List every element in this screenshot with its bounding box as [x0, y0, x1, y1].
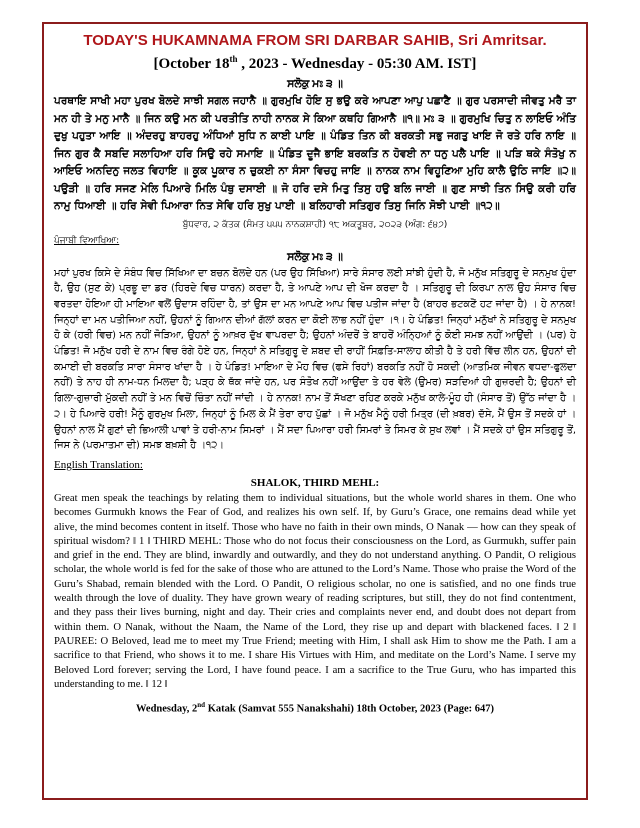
page-title: [54, 32, 576, 49]
punjabi-heading: ਸਲੋਕੁ ਮਃ ੩ ॥: [287, 250, 343, 263]
gurbani-date-meta: ਬੁੱਧਵਾਰ, ੨ ਕੱਤਕ (ਸੰਮਤ ੫੫੫ ਨਾਨਕਸ਼ਾਹੀ) ੧੮ ਅਕਤੂਬਰ, ੨੦੨੩ (ਅੰਗ: ੬੪੭): [182, 219, 448, 230]
footer-prefix: Wednesday, 2: [135, 703, 198, 715]
english-text: Great men speak the teachings by relating them to individual situations, but the whole world shares in them. One who becomes Gurmukh knows the Fear of God, and realizes his own self. If, by Guru’s Grace, one remains dead while yet alive, the mind becomes content in itself. Those who have no faith in their own minds, O Nanak — how can they speak of spiritual wisdom? ‖ 1 ‖ THIRD MEHL: Those who do not focus their consciousness on the Lord, as Gurmukh, suffer pain and grief in the end. They are blind, inwardly and outwardly, and they do not understand anything. O Pandit, O religious scholar, the whole world is fed for the sake of those who are attuned to the Lord’s Name. Those who praise the Word of the Guru’s Shabad, remain blended with the Lord. O Pandit, O religious scholar, no one is satisfied, and no one finds true wealth through the love of duality. They have grown weary of reading scriptures, but still, they do not find contentment, and they pass their lives burning, night and day. Their cries and complaints never end, and doubt does not depart from within them. O Nanak, without the Naam, the Name of the Lord, they rise up and depart with blackened faces. ‖ 2 ‖ PAUREE: O Beloved, lead me to meet my True Friend; meeting with Him, I shall ask Him to show me the Path. I am a sacrifice to that Friend, who shows it to me. I share His Virtues with Him, and meditate on the Lord’s Name. I serve my Beloved Lord forever; serving the Lord, I have found peace. I am a sacrifice to the True Guru, who has imparted this understanding to me. ‖ 12 ‖: [54, 492, 576, 690]
title-place: , Sri Amritsar.: [449, 32, 547, 49]
punjabi-text: ਮਹਾਂ ਪੁਰਖ ਕਿਸੇ ਦੇ ਸੰਬੰਧ ਵਿਚ ਸਿੱਖਿਆ ਦਾ ਬਚਨ ਬੋਲਦੇ ਹਨ (ਪਰ ਉਹ ਸਿੱਖਿਆ) ਸਾਰੇ ਸੰਸਾਰ ਲਈ ਸਾਂਝੀ ਹੁੰਦੀ ਹੈ, ਜੋ ਮਨੁੱਖ ਸਤਿਗੁਰੂ ਦੇ ਸਨਮੁਖ ਹੁੰਦਾ ਹੈ, ਉਹ (ਸੁਣ ਕੇ) ਪ੍ਰਭੂ ਦਾ ਡਰ (ਹਿਰਦੇ ਵਿਚ ਧਾਰਨ) ਕਰਦਾ ਹੈ, ਤੇ ਆਪਣੇ ਆਪ ਦੀ ਖੋਜ ਕਰਦਾ ਹੈ । ਸਤਿਗੁਰੂ ਦੀ ਕਿਰਪਾ ਨਾਲ ਉਹ ਸੰਸਾਰ ਵਿਚ ਵਰਤਦਾ ਹੋਇਆ ਹੀ ਮਾਇਆ ਵਲੋਂ ਉਦਾਸ ਰਹਿੰਦਾ ਹੈ, ਤਾਂ ਉਸ ਦਾ ਮਨ ਆਪਣੇ ਆਪ ਵਿਚ ਪਤੀਜ ਜਾਂਦਾ ਹੈ (ਬਾਹਰ ਭਟਕਣੋਂ ਹਟ ਜਾਂਦਾ ਹੈ) । ਹੇ ਨਾਨਕ! ਜਿਨ੍ਹਾਂ ਦਾ ਮਨ ਪਤੀਜਿਆ ਨਹੀਂ, ਉਹਨਾਂ ਨੂੰ ਗਿਆਨ ਦੀਆਂ ਗੱਲਾਂ ਕਰਨ ਦਾ ਕੋਈ ਲਾਭ ਨਹੀਂ ਹੁੰਦਾ ।੧। ਹੇ ਪੰਡਿਤ! ਜਿਨ੍ਹਾਂ ਮਨੁੱਖਾਂ ਨੇ ਸਤਿਗੁਰੂ ਦੇ ਸਨਮੁਖ ਹੋ ਕੇ (ਹਰੀ ਵਿਚ) ਮਨ ਨਹੀਂ ਜੋੜਿਆ, ਉਹਨਾਂ ਨੂੰ ਆਖ਼ਰ ਦੁੱਖ ਵਾਪਰਦਾ ਹੈ; ਉਹਨਾਂ ਅੰਦਰੋਂ ਤੇ ਬਾਹਰੋਂ ਅੰਨ੍ਹਿਆਂ ਨੂੰ ਕੋਈ ਸਮਝ ਨਹੀਂ ਆਉਂਦੀ । (ਪਰ) ਹੇ ਪੰਡਿਤ! ਜੋ ਮਨੁੱਖ ਹਰੀ ਦੇ ਨਾਮ ਵਿਚ ਰੰਗੇ ਹੋਏ ਹਨ, ਜਿਨ੍ਹਾਂ ਨੇ ਸਤਿਗੁਰੂ ਦੇ ਸ਼ਬਦ ਦੀ ਰਾਹੀਂ ਸਿਫ਼ਤਿ-ਸਾਲਾਹ ਕੀਤੀ ਹੈ ਤੇ ਹਰੀ ਵਿੱਚ ਲੀਨ ਹਨ, ਉਹਨਾਂ ਦੀ ਕਮਾਈ ਦੀ ਬਰਕਤਿ ਸਾਰਾ ਸੰਸਾਰ ਖਾਂਦਾ ਹੈ । ਹੇ ਪੰਡਿਤ! ਮਾਇਆ ਦੇ ਮੋਹ ਵਿਚ (ਫਸੇ ਰਿਹਾਂ) ਬਰਕਤਿ ਨਹੀਂ ਹੋ ਸਕਦੀ (ਆਤਮਿਕ ਜੀਵਨ ਵਧਦਾ-ਫੁਲਦਾ ਨਹੀਂ) ਤੇ ਨਾਹ ਹੀ ਨਾਮ-ਧਨ ਮਿਲਦਾ ਹੈ; ਪੜ੍ਹ ਕੇ ਥੱਕ ਜਾਂਦੇ ਹਨ, ਪਰ ਸੰਤੋਖ ਨਹੀਂ ਆਉਂਦਾ ਤੇ ਹਰ ਵੇਲੇ (ਉਮਰ) ਸੜਦਿਆਂ ਹੀ ਗੁਜ਼ਰਦੀ ਹੈ; ਉਹਨਾਂ ਦੀ ਗਿਲਾ-ਗੁਜ਼ਾਰੀ ਮੁੱਕਦੀ ਨਹੀਂ ਤੇ ਮਨ ਵਿਚੋਂ ਚਿੰਤਾ ਨਹੀਂ ਜਾਂਦੀ । ਹੇ ਨਾਨਕ! ਨਾਮ ਤੋਂ ਸੱਖਣਾ ਰਹਿਣ ਕਰਕੇ ਮਨੁੱਖ ਕਾਲੇ-ਮੂੰਹ ਹੀ (ਸੰਸਾਰ ਤੋਂ) ਉੱਠ ਜਾਂਦਾ ਹੈ ।੨। ਹੇ ਪਿਆਰੇ ਹਰੀ! ਮੈਨੂੰ ਗੁਰਮੁਖ ਮਿਲਾ, ਜਿਨ੍ਹਾਂ ਨੂੰ ਮਿਲ ਕੇ ਮੈਂ ਤੇਰਾ ਰਾਹ ਪੁੱਛਾਂ । ਜੋ ਮਨੁੱਖ ਮੈਨੂੰ ਹਰੀ ਮਿਤ੍ਰ (ਦੀ ਖ਼ਬਰ) ਦੱਸੇ, ਮੈਂ ਉਸ ਤੋਂ ਸਦਕੇ ਹਾਂ । ਉਹਨਾਂ ਨਾਲ ਮੈਂ ਗੁਣਾਂ ਦੀ ਭਿਆਲੀ ਪਾਵਾਂ ਤੇ ਹਰੀ-ਨਾਮ ਸਿਮਰਾਂ । ਮੈਂ ਸਦਾ ਪਿਆਰਾ ਹਰੀ ਸਿਮਰਾਂ ਤੇ ਸਿਮਰ ਕੇ ਸੁਖ ਲਵਾਂ । ਮੈਂ ਸਦਕੇ ਹਾਂ ਉਸ ਸਤਿਗੁਰੂ ਤੋਂ, ਜਿਸ ਨੇ (ਪਰਮਾਤਮਾ ਦੀ) ਸਮਝ ਬਖ਼ਸ਼ੀ ਹੈ ।੧੨।: [54, 267, 576, 452]
english-label: English Translation:: [54, 458, 143, 471]
page-footer: [54, 698, 576, 717]
gurbani-heading: ਸਲੋਕੁ ਮਃ ੩ ॥: [287, 78, 343, 90]
footer-sup: nd: [197, 701, 206, 710]
footer-suffix: Katak (Samvat 555 Nanakshahi) 18th October, 2023 (Page: 647): [205, 703, 495, 715]
hukamnama-page: [42, 22, 588, 800]
page-date: [54, 50, 576, 73]
title-main: TODAY'S HUKAMNAMA FROM SRI DARBAR SAHIB: [83, 32, 450, 49]
date-sup: th: [229, 54, 238, 64]
date-prefix: [October 18: [153, 56, 230, 72]
gurbani-text: ਪਰਥਾਇ ਸਾਖੀ ਮਹਾ ਪੁਰਖ ਬੋਲਦੇ ਸਾਝੀ ਸਗਲ ਜਹਾਨੈ ॥ ਗੁਰਮੁਖਿ ਹੋਇ ਸੁ ਭਉ ਕਰੇ ਆਪਣਾ ਆਪੁ ਪਛਾਣੈ ॥ ਗੁਰ ਪਰਸਾਦੀ ਜੀਵਤੁ ਮਰੈ ਤਾ ਮਨ ਹੀ ਤੇ ਮਨੁ ਮਾਨੈ ॥ ਜਿਨ ਕਉ ਮਨ ਕੀ ਪਰਤੀਤਿ ਨਾਹੀ ਨਾਨਕ ਸੇ ਕਿਆ ਕਥਹਿ ਗਿਆਨੈ ॥੧॥ ਮਃ ੩ ॥ ਗੁਰਮੁਖਿ ਚਿਤੁ ਨ ਲਾਇਓ ਅੰਤਿ ਦੁਖੁ ਪਹੁਤਾ ਆਇ ॥ ਅੰਦਰਹੁ ਬਾਹਰਹੁ ਅੰਧਿਆਂ ਸੁਧਿ ਨ ਕਾਈ ਪਾਇ ॥ ਪੰਡਿਤ ਤਿਨ ਕੀ ਬਰਕਤੀ ਸਭੁ ਜਗਤੁ ਖਾਇ ਜੋ ਰਤੇ ਹਰਿ ਨਾਇ ॥ ਜਿਨ ਗੁਰ ਕੈ ਸਬਦਿ ਸਲਾਹਿਆ ਹਰਿ ਸਿਉ ਰਹੇ ਸਮਾਇ ॥ ਪੰਡਿਤ ਦੂਜੈ ਭਾਇ ਬਰਕਤਿ ਨ ਹੋਵਈ ਨਾ ਧਨੁ ਪਲੈ ਪਾਇ ॥ ਪੜਿ ਥਕੇ ਸੰਤੋਖੁ ਨ ਆਇਓ ਅਨਦਿਨੁ ਜਲਤ ਵਿਹਾਇ ॥ ਕੂਕ ਪੂਕਾਰ ਨ ਚੁਕਈ ਨਾ ਸੰਸਾ ਵਿਚਹੁ ਜਾਇ ॥ ਨਾਨਕ ਨਾਮ ਵਿਹੂਣਿਆ ਮੁਹਿ ਕਾਲੈ ਉਠਿ ਜਾਇ ॥੨॥ ਪਉੜੀ ॥ ਹਰਿ ਸਜਣ ਮੇਲਿ ਪਿਆਰੇ ਮਿਲਿ ਪੰਥੁ ਦਸਾਈ ॥ ਜੋ ਹਰਿ ਦਸੇ ਮਿਤੁ ਤਿਸੁ ਹਉ ਬਲਿ ਜਾਈ ॥ ਗੁਣ ਸਾਝੀ ਤਿਨ ਸਿਉ ਕਰੀ ਹਰਿ ਨਾਮੁ ਧਿਆਈ ॥ ਹਰਿ ਸੇਵੀ ਪਿਆਰਾ ਨਿਤ ਸੇਵਿ ਹਰਿ ਸੁਖੁ ਪਾਈ ॥ ਬਲਿਹਾਰੀ ਸਤਿਗੁਰ ਤਿਸੁ ਜਿਨਿ ਸੋਝੀ ਪਾਈ ॥੧੨॥: [54, 95, 576, 212]
punjabi-label: ਪੰਜਾਬੀ ਵਿਆਖਿਆ:: [54, 235, 120, 246]
english-heading: SHALOK, THIRD MEHL:: [250, 476, 380, 489]
date-suffix: , 2023 - Wednesday - 05:30 AM. IST]: [237, 56, 477, 72]
